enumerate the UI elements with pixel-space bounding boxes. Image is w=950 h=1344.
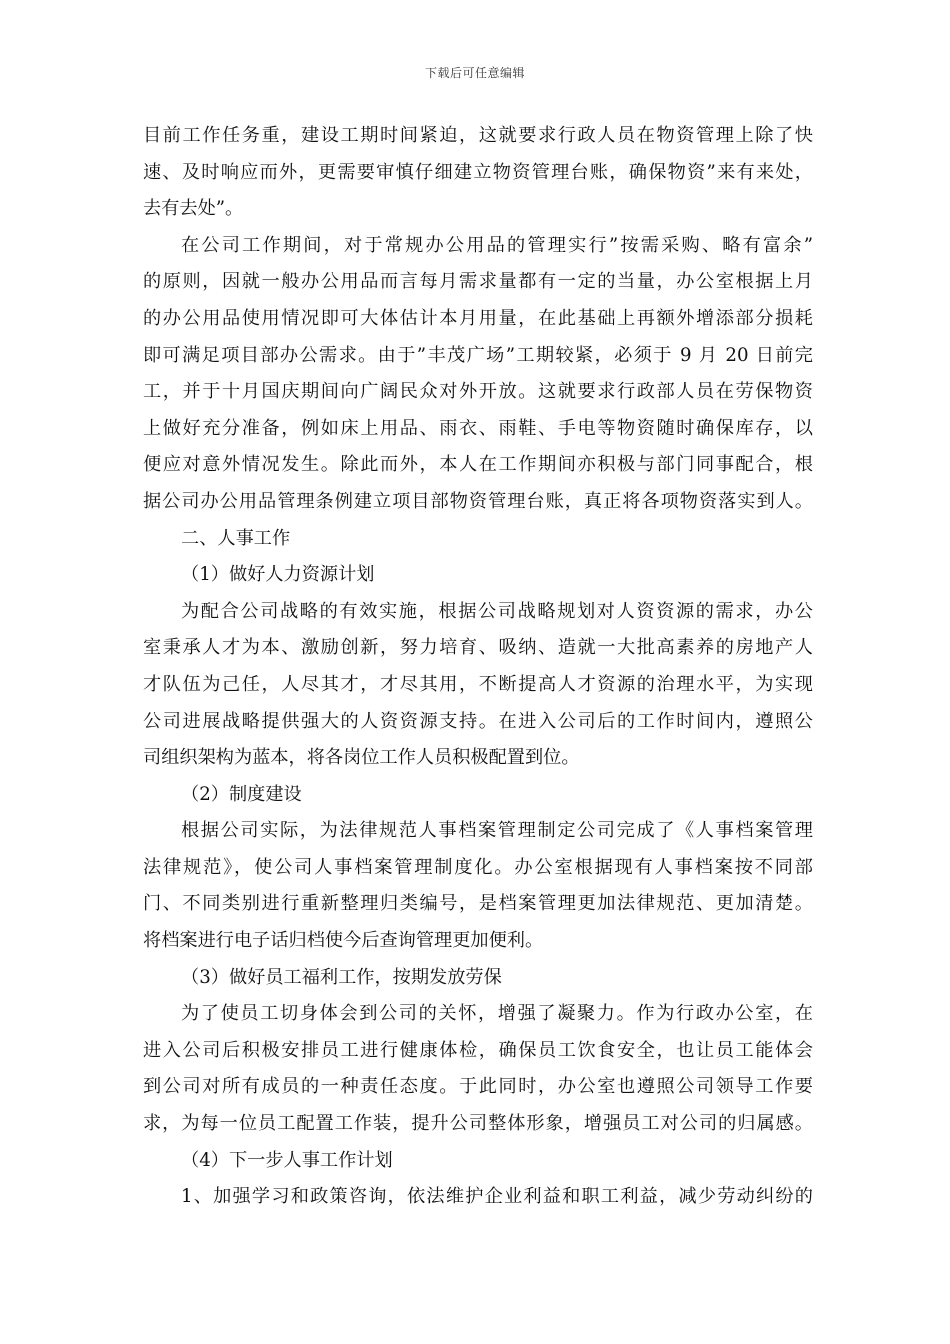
paragraph-line: 为了使员工切身体会到公司的关怀，增强了凝聚力。作为行政办公室，在 [181, 1003, 813, 1025]
subsection-heading: （4）下一步人事工作计划 [181, 1149, 393, 1171]
subsection-heading: （3）做好员工福利工作，按期发放劳保 [181, 966, 502, 988]
paragraph-line: 到公司对所有成员的一种责任态度。于此同时，办公室也遵照公司领导工作要 [143, 1076, 813, 1098]
paragraph-line: 门、不同类别进行重新整理归类编号，是档案管理更加法律规范、更加清楚。 [143, 893, 813, 915]
paragraph-line: 进入公司后积极安排员工进行健康体检，确保员工饮食安全，也让员工能体会 [143, 1039, 813, 1061]
paragraph-line: 公司进展战略提供强大的人资资源支持。在进入公司后的工作时间内，遵照公 [143, 710, 813, 732]
paragraph-line: 将档案进行电子话归档使今后查询管理更加便利。 [143, 930, 544, 952]
paragraph-line: 根据公司实际，为法律规范人事档案管理制定公司完成了《人事档案管理 [181, 820, 813, 842]
paragraph-line: 才队伍为己任，人尽其才，才尽其用，不断提高人才资源的治理水平，为实现 [143, 673, 813, 695]
paragraph-line: 为配合公司战略的有效实施，根据公司战略规划对人资资源的需求，办公 [181, 600, 813, 622]
subsection-heading: （1）做好人力资源计划 [181, 564, 375, 586]
paragraph-line: 即可满足项目部办公需求。由于”丰茂广场”工期较紧，必须于 9 月 20 日前完 [143, 344, 813, 366]
paragraph-line: 的办公用品使用情况即可大体估计本月用量，在此基础上再额外增添部分损耗 [143, 307, 813, 329]
paragraph-line: 司组织架构为蓝本，将各岗位工作人员积极配置到位。 [143, 747, 580, 769]
paragraph-line: 工，并于十月国庆期间向广阔民众对外开放。这就要求行政部人员在劳保物资 [143, 381, 813, 403]
subsection-heading: （2）制度建设 [181, 783, 302, 805]
paragraph-line: 去有去处”。 [143, 198, 244, 220]
paragraph-line: 便应对意外情况发生。除此而外，本人在工作期间亦积极与部门同事配合，根 [143, 454, 813, 476]
paragraph-line: 据公司办公用品管理条例建立项目部物资管理台账，真正将各项物资落实到人。 [143, 490, 813, 512]
page-header: 下载后可任意编辑 [424, 66, 525, 80]
paragraph-line: 法律规范》，使公司人事档案管理制度化。办公室根据现有人事档案按不同部 [143, 856, 813, 878]
paragraph-line: 求，为每一位员工配置工作装，提升公司整体形象，增强员工对公司的归属感。 [143, 1113, 813, 1135]
paragraph-line: 上做好充分准备，例如床上用品、雨衣、雨鞋、手电等物资随时确保库存，以 [143, 417, 813, 439]
paragraph-line: 室秉承人才为本、激励创新，努力培育、吸纳、造就一大批高素养的房地产人 [143, 637, 813, 659]
paragraph-line: 目前工作任务重，建设工期时间紧迫，这就要求行政人员在物资管理上除了快 [143, 125, 813, 146]
section-heading: 二、人事工作 [181, 527, 291, 549]
document-body [143, 118, 813, 1216]
paragraph-line: 的原则，因就一般办公用品而言每月需求量都有一定的当量，办公室根据上月 [143, 271, 813, 293]
paragraph-line: 在公司工作期间，对于常规办公用品的管理实行”按需采购、略有富余” [181, 234, 813, 256]
paragraph-line: 1、加强学习和政策咨询，依法维护企业利益和职工利益，减少劳动纠纷的 [181, 1186, 813, 1208]
paragraph-line: 速、及时响应而外，更需要审慎仔细建立物资管理台账，确保物资”来有来处， [143, 161, 813, 183]
